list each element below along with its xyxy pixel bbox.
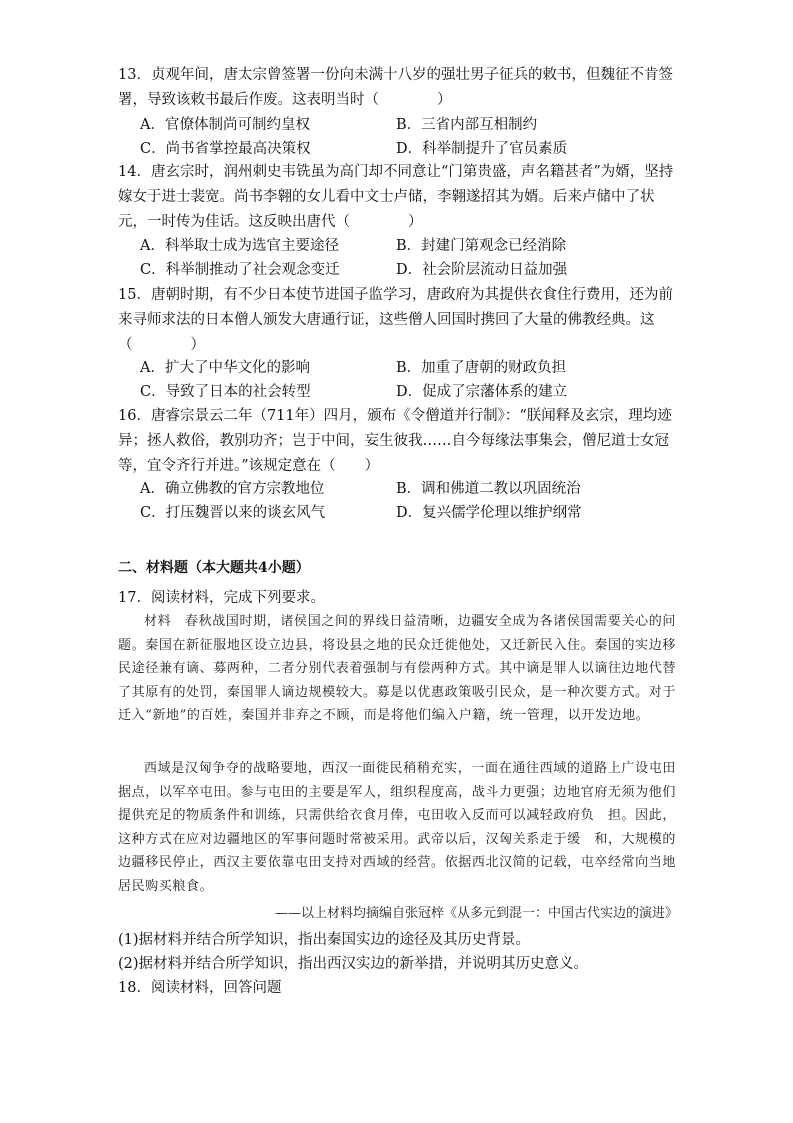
question-13-options-row2 [140, 137, 680, 161]
question-16-options-row2 [140, 501, 680, 525]
option-c: C．科举制推动了社会观念变迁 [140, 262, 340, 278]
option-c: C．尚书省掌控最高决策权 [140, 141, 311, 157]
question-17-intro: 17．阅读材料，完成下列要求。 [118, 590, 325, 606]
option-a: A．官僚体制尚可制约皇权 [140, 117, 310, 133]
option-c: C．导致了日本的社会转型 [140, 384, 311, 400]
material-paragraph-2: 西域是汉匈争夺的战略要地，西汉一面徙民稍稍充实，一面在通往西域的道路上广设屯田据点，以军卒屯田。参与屯田的主要是军人，组织程度高，战斗力更强；边地官府无须为他们提供充足的物质条件和训练，只需供给衣食月俸，屯田收入反而可以减轻政府负 担。因此，这种方式在应对边疆地区的军事问题时常被采用。武帝以后，汉匈关系走于缓 和，大规模的边疆移民停止，西汉主要依靠屯田支持对西域的经营。依据西北汉简的记载，屯卒经常向当地居民购买粮食。 [118, 761, 676, 894]
option-d: D．复兴儒学伦理以维护纲常 [396, 505, 582, 521]
section-title: 二、材料题（本大题共4小题） [118, 560, 310, 576]
option-d: D．社会阶层流动日益加强 [396, 262, 568, 278]
option-b: B．封建门第观念已经消除 [396, 238, 567, 254]
question-14: 14．唐玄宗时，润州刺史韦铣虽为高门却不同意让“门第贵盛，声名籍甚者”为婿，坚持嫁女于进士裴宽。尚书李翱的女儿看中文士卢储，李翱遂招其为婿。后来卢储中了状元，一时传为佳话。这反映出唐代（ ） [118, 164, 674, 230]
question-16-options-row1 [140, 477, 680, 501]
option-a: A．扩大了中华文化的影响 [140, 360, 310, 376]
option-b: B．三省内部互相制约 [396, 117, 538, 133]
option-a: A．确立佛教的官方宗教地位 [140, 481, 325, 497]
question-13-options-row1 [140, 113, 680, 137]
option-b: B．加重了唐朝的财政负担 [396, 360, 567, 376]
requirement-2: (2)据材料并结合所学知识，指出西汉实边的新举措，并说明其历史意义。 [118, 956, 589, 972]
material-paragraph-1: 材料 春秋战国时期，诸侯国之间的界线日益清晰，边疆安全成为各诸侯国需要关心的问题。秦国在新征服地区设立边县，将设县之地的民众迁徙他处，又迁新民入住。秦国的实边移民途径兼有谪、募两种，二者分别代表着强制与有偿两种方式。其中谪是罪人以谪往边地代替了其原有的处罚，秦国罪人谪边规模较大。募是以优惠政策吸引民众，是一种次要方式。对于迁入“新地”的百姓，秦国并非弃之不顾，而是将他们编入户籍，统一管理，以开发边地。 [118, 614, 676, 723]
question-15-options-row2 [140, 380, 680, 404]
question-14-options-row1 [140, 234, 680, 258]
question-14-options-row2 [140, 258, 680, 282]
material-source: ——以上材料均摘编自张冠梓《从多元到混一：中国古代实边的演进》 [274, 906, 678, 921]
question-18-intro: 18．阅读材料，回答问题 [118, 980, 282, 996]
question-13: 13．贞观年间，唐太宗曾签署一份向未满十八岁的强壮男子征兵的敕书，但魏征不肯签署，导致该敕书最后作废。这表明当时（ ） [118, 67, 673, 108]
requirement-1: (1)据材料并结合所学知识，指出秦国实边的途径及其历史背景。 [118, 932, 531, 948]
question-15-options-row1 [140, 356, 680, 380]
option-d: D．科举制提升了官员素质 [396, 141, 568, 157]
question-15: 15．唐朝时期，有不少日本使节进国子监学习，唐政府为其提供衣食住行费用，还为前来寻师求法的日本僧人颁发大唐通行证，这些僧人回国时携回了大量的佛教经典。这（ ） [118, 287, 673, 353]
option-a: A．科举取士成为选官主要途径 [140, 238, 339, 254]
option-c: C．打压魏晋以来的谈玄风气 [140, 505, 326, 521]
option-d: D．促成了宗藩体系的建立 [396, 384, 568, 400]
option-b: B．调和佛道二教以巩固统治 [396, 481, 581, 497]
question-16: 16．唐睿宗景云二年（711年）四月，颁布《令僧道并行制》：“朕闻释及玄宗，理均迹异；拯人救俗，教别功齐；岂于中间，妄生彼我……自今每缘法事集会，僧尼道士女冠等，宜令齐行并进。”该规定意在（ ） [118, 408, 672, 474]
